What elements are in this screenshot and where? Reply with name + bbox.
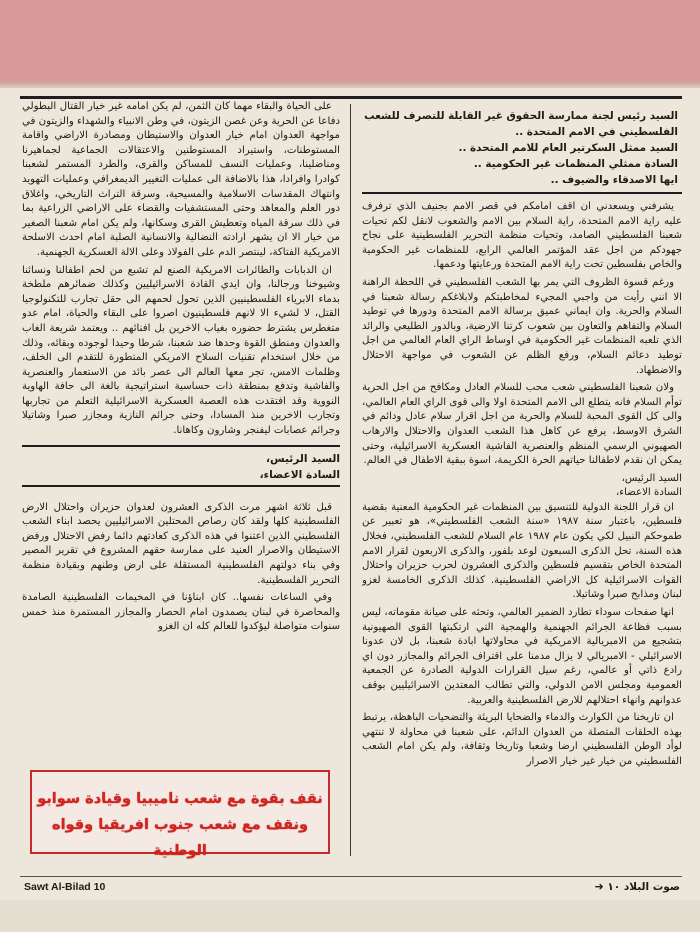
- top-rule: [20, 96, 682, 99]
- salutation-line: السيد الرئيس،: [621, 472, 682, 484]
- salutation: [362, 472, 682, 501]
- footer-rule: [20, 876, 682, 877]
- addressee-line: ايها الاصدقاء والضيوف ..: [550, 174, 678, 186]
- column-divider: [350, 104, 351, 856]
- section-heading: [22, 451, 340, 487]
- body-paragraph: ان الدبابات والطائرات الامريكية الصنع لم تشبع من لحم اطفالنا ونسائنا وشيوخنا ورجالنا، وان ايدي القادة الاسرائيليين وكذلك ضمائرهم ملطخة بدماء الابرياء الفلسطينيين الذين تحول لحمهم الى حقل تجارب للتكنولوجيا القتل، لا لشيء الا لانهم فلسطينيون اصروا على البقاء والحياة، امام عدو متغطرس يشترط حضوره بغياب الاخرين بل افنائهم .. ويعتمد شريعة الغاب والعدوان ومنطق القوة وحدها ضد شعبنا، شرطا وحيدا لوجوده وبقائه، وذلك من خلال استخدام تقنيات السلاح الامريكي المتطورة للتقدم الى الخلف، وظلمات الامس، تجر معها العالم الى عصر بائد من الاستعمار والعنصرية والفاشية وتدفع بمنطقة ذات حساسية استراتيجية بالغة الى حافة الهاوية النووية وقد افتقدت هذه العصبة العسكرية الاسرائيلية التعلم من تجاربها وتجارب الاخرين منذ المسادا، وحتى جرائم النازية ومجازر صبرا وشاتيلا وجرائم عصابات ليفنجر وشارون وكاهانا.: [22, 264, 340, 437]
- salutation-line: السادة الاعضاء،: [616, 487, 682, 499]
- addressee-line: السادة ممثلي المنظمات غير الحكومية ..: [473, 158, 678, 170]
- footer-arabic-text: صوت البلاد ١٠: [607, 881, 680, 893]
- footer-page-label: Sawt Al-Bilad 10: [24, 881, 106, 893]
- slogan-box: [30, 770, 330, 859]
- bottom-strip: [0, 900, 700, 932]
- addressee-line: السيد ممثل السكرتير العام للامم المتحدة ..: [458, 142, 678, 154]
- body-paragraph: قبل ثلاثة اشهر مرت الذكرى العشرون لعدوان حزيران واحتلال الارض الفلسطينية كلها ولقد كان رصاص المحتلين الاسرائيليين يحصد ابناء الشعب الفلسطيني الذين اعتنوا في هذه الذكرى كعادتهم دائما رفض الاحتلال ورفض الاستيطان والاصرار العنيد على ممارسة حقهم المشروع في تقرير المصير وفي بناء دولتهم الفلسطينية المستقلة على ارض وطنهم وبقيادة منظمة التحرير الفلسطينية.: [22, 501, 340, 586]
- body-paragraph: يشرفني ويسعدني ان اقف امامكم في قصر الامم بجنيف الذي ترفرف عليه راية الامم المتحدة، راية السلام بين الامم والشعوب لانقل لكم تحيات شعبنا الفلسطيني الصامد، وتحيات منظمة التحرير الفلسطينية على نجاح جهودكم من اجل عقد المؤتمر العالمي الرابع، للمنظمات غير الحكومية والخاص بفلسطين تحت راية الامم المتحدة ورعايتها ودعمها.: [362, 201, 682, 271]
- body-paragraph: على الحياة والبقاء مهما كان الثمن، لم يكن امامه غير خيار القتال البطولي دفاعا عن الحرية وعن غصن الزيتون، في وطن الانبياء والشهداء والزيتون في مواجهة العدوان امام خيار العدوان والاستيطان ومصادرة الاراضي واقامة المستوطنات، واستيراد المستوطنين والاعتقالات الجماعية لجماهيرنا ومناضلينا، وعمليات النسف للمساكن والقرى، والطرد المستمر لشعبنا كوادرا وافرادا، هذا بالاضافة الى عمليات التغيير الديمغرافي وعمليات التهويد وانتهاك المقدسات الاسلامية والمسيحية، وسرقة التراث التاريخي، واغلاق دور العلم والمعاهد وحتى المستشفيات والقضاء على الاراضي الزراعية بما في ذلك سرقة المياه وتعطيش القرى وسكانها، ولم يكن امام شعبنا الصغير من خيار الا ان يشهر ارادته النضالية والانسانية الصلبة امام احدث الاسلحة الامريكية الفتاكة، لينتصر الدم على الفولاذ وعلى الالة العسكرية الجهنمية.: [22, 101, 340, 258]
- arrow-left-icon: ➜: [594, 880, 604, 893]
- addressee-line: السيد رئيس لجنة ممارسة الحقوق غير القابلة للتصرف للشعب: [364, 110, 678, 122]
- slogan-line: ونقف مع شعب جنوب افريقيا وقواه الوطنية: [52, 817, 308, 859]
- page-top-band: [0, 0, 700, 88]
- addressee-line: الفلسطيني في الامم المتحدة ..: [515, 126, 678, 138]
- slogan-line: نقف بقوة مع شعب ناميبيا وقيادة سوابو: [37, 791, 323, 807]
- body-paragraph: ان تاريخنا من الكوارث والدماء والضحايا البريئة والتضحيات الباهظة، يرتبط بهذه الحلقات المتصلة من العدوان الدائم، على شعبنا في محاولة لا تنتهي لوأد الوطن الفلسطيني ارضا وشعبا وتاريخا وثقافة، ولم يكن امام الشعب الفلسطيني من خيار غير خيار الاصرار: [362, 712, 682, 767]
- right-column: [362, 108, 682, 868]
- section-rule: [22, 445, 340, 447]
- heading-line: السادة الاعضاء،: [259, 468, 340, 481]
- footer-page-label-arabic: [550, 880, 680, 893]
- body-paragraph: ان قرار اللجنة الدولية للتنسيق بين المنظمات غير الحكومية المعنية بقضية فلسطين، باعتبار سنة ١٩٨٧ «سنة الشعب الفلسطيني»، هو تعبير عن طموحكم النبيل لكي يكون عام ١٩٨٧ عام السلام للشعب الفلسطيني، فخلال هذه السنة، تحل الذكرى السبعون لوعد بلفور، والذكرى الاربعون لقرار الامم المتحدة الخاص بتقسيم فلسطين والذكرى العشرون لحرب حزيران واحتلال القوات الاسرائيلية كل الاراضي الفلسطينية. كذلك الذكرى الخامسة لغزو لبنان ومذابح صبرا وشاتيلا.: [362, 501, 682, 601]
- body-paragraph: وفي الساعات نفسها.. كان ابناؤنا في المخيمات الفلسطينية الصامدة والمحاصرة في لبنان يصمدون امام الحصار والمجازر المستمرة منذ خمس سنوات متواصلة ليؤكدوا للعالم كله ان الغزو: [22, 592, 340, 633]
- body-paragraph: انها صفحات سوداء تطارد الضمير العالمي، وتحثه على صيانة مقوماته، ليس بسبب فظاعة الجرائم الجهنمية والهمجية التي ارتكبتها القوى الصهيونية بتشجيع من الامبريالية الامريكية في محاولاتها ابادة شعبنا، بل لان عدونا الاسرائيلي - الامبريالي لا يزال مدمنا على اقتراف الجرائم والمجازر دون اي رادع ذاتي أو عالمي، رغم سيل القرارات الدولية الصادرة عن الجمعية العمومية ومجلس الامن الدولي، والتي تطالب المعتدين الاسرائيليين بوقف عدوانهم وانهاء احتلالهم للارض الفلسطينية والعربية.: [362, 607, 682, 706]
- heading-line: السيد الرئيس،: [265, 452, 340, 465]
- body-paragraph: ورغم قسوة الظروف التي يمر بها الشعب الفلسطيني في اللحظة الراهنة الا انني رأيت من واجبي المجيء لمخاطبتكم ولابلاغكم رسالة شعبنا في السلام والحرية. وان ايماني عميق برسالة الامم المتحدة ودورها في توطيد السلام والتفاهم والتعاون بين شعوب كرتنا الارضية، وبالدور الطليعي والرائد الذي تلعبه المنظمات غير الحكومية في اوساط الراي العام العالمي من اجل توطيد دعائم السلام، ورفع الظلم عن الشعوب في مواجهة الاحتلال والاضطهاد.: [362, 276, 682, 376]
- left-column: [22, 100, 340, 760]
- intro-addressees: [362, 108, 682, 194]
- body-paragraph: ولان شعبنا الفلسطيني شعب محب للسلام العادل ومكافح من اجل الحرية توأم السلام فانه يتطلع الى الامم المتحدة اولا والى قوى الراي العام العالمي، والى كل القوى المحبة للسلام والحرية من اجل اقرار سلام عادل ودائم في الشرق الاوسط، يرفع عن كاهل هذا الشعب العدوان والاحتلال والارهاب الصهيوني الرسمي المنظم والعنصرية الفاشية العسكرية الاسرائيلية، وحتى يمكن ان نقدم لاطفالنا حياتهم الحرة الكريمة، اسوة ببقية الاطفال في العالم.: [362, 382, 682, 467]
